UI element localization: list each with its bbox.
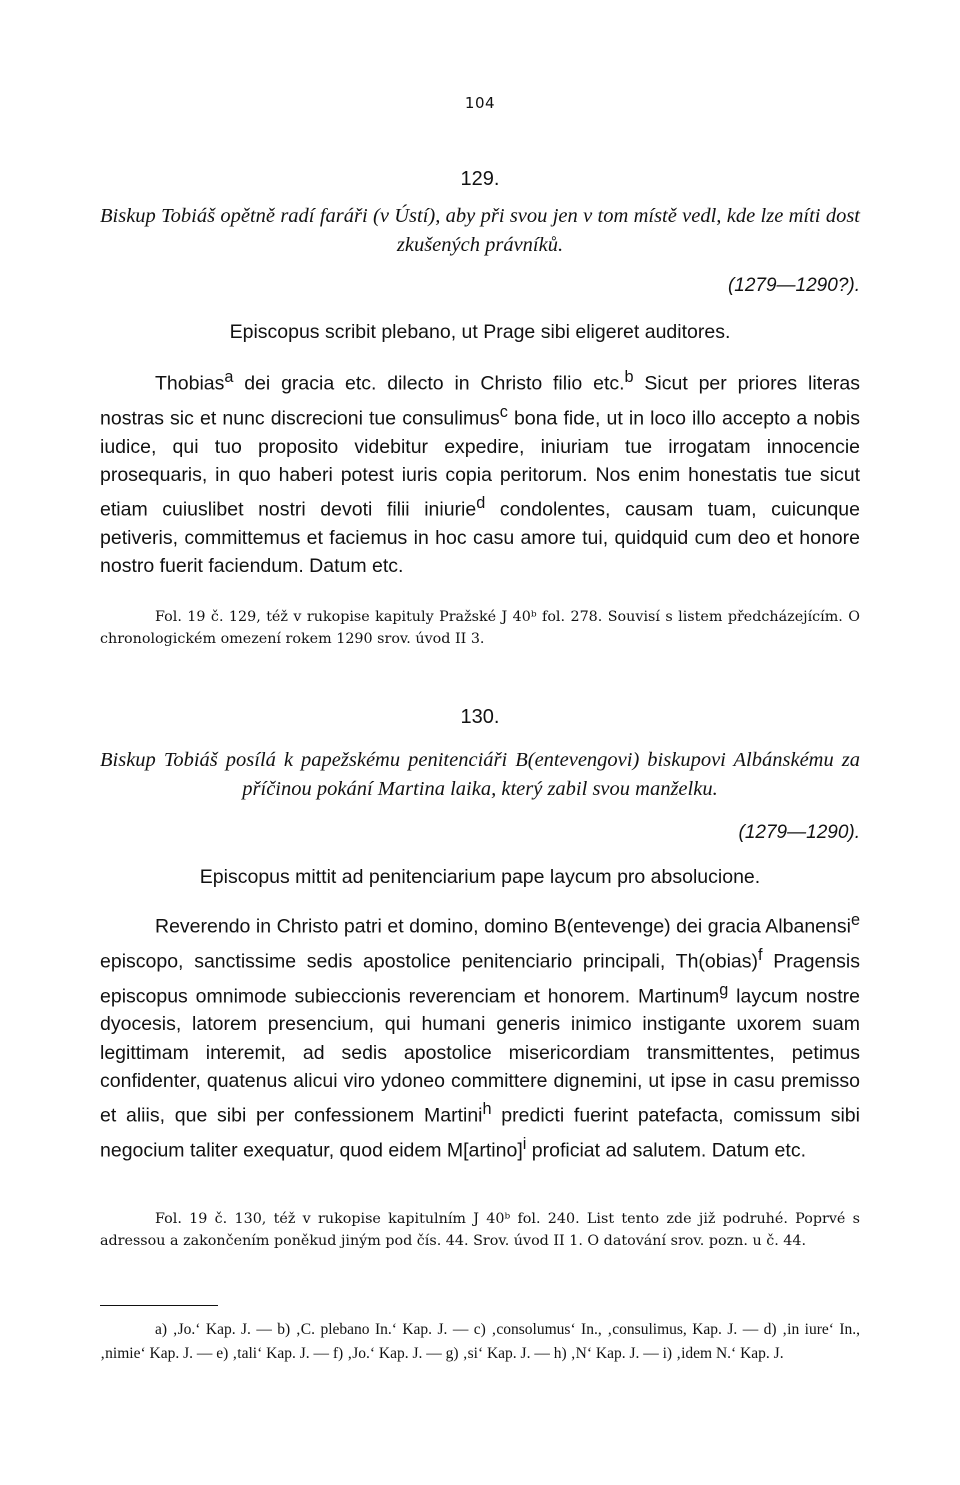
document-note: Fol. 19 č. 129, též v rukopise kapituly Pražské J 40ᵇ fol. 278. Souvisí s listem předcházejícím. O chronologickém omezení rokem 1290 srov. úvod II 3. — [100, 609, 860, 647]
document-number: 129. — [460, 168, 500, 190]
document-text: Reverendo in Christo patri et domino, domino B(entevenge) dei gracia Albanensi$^e$ episcopo, sanctissime sedis apostolice penitenciario principali, Th(obias)$^f$ Pragensis episcopus omnimode subieccionis reverenciam et honorem. Martinum$^g$ laycum nostre dyocesis, latorem presencium, qui humani generis inimico instigante uxorem suam legittimam interemit, ad sedis apostolice misericordiam transmittentes, petimus confidenter, quatenus alicui viro ydoneo committere dignemini, ut ipse in casu premisso et aliis, que sibi per confessionem Martini$^h$ predicti fuerint patefacta, comissum sibi negocium taliter exequatur, quod eidem M[artino]$^i$ proficiat ad salutem. Datum etc. — [100, 911, 860, 1162]
document-text: Thobias$^a$ dei gracia etc. dilecto in Christo filio etc.$^b$ Sicut per priores literas nostras sic et nunc discrecioni tue consulimus$^c$ bona fide, ut in loco illo accepto a nobis iudice, qui tuo proposito videbitur expedire, iniuriam tue irrogatam innocencie prosequaris, in quo haberi potest iuris copia peritorum. Nos enim honestatis tue sicut etiam cuiuslibet nostri devoti filii iniurie$^d$ condolentes, causam tuam, cuicunque petiveris, committemus et faciemus in hoc casu amore tui, quidquid cum deo et honore nostro fuerit faciendum. Datum etc. — [100, 368, 861, 578]
footnote-marker: e — [850, 911, 860, 929]
footnote-marker: h — [482, 1100, 492, 1119]
footnote-marker: c — [499, 402, 508, 421]
document-summary: Episcopus scribit plebano, ut Prage sibi eligeret auditores. — [229, 321, 731, 343]
document-date: (1279—1290). — [738, 822, 860, 843]
document-note: Fol. 19 č. 130, též v rukopise kapitulním J 40ᵇ fol. 240. List tento zde již podruhé. Poprvé s adressou a zakončením poněkud jiným pod čís. 44. Srov. úvod II 1. O datování srov. pozn. u č. 44. — [100, 1211, 860, 1249]
document-date: (1279—1290?). — [727, 275, 860, 296]
footnote-marker: i — [522, 1135, 527, 1154]
document-summary: Episcopus mittit ad penitenciarium pape laycum pro absolucione. — [199, 866, 761, 888]
footnote-marker: g — [719, 980, 729, 999]
footnote-marker: d — [476, 494, 486, 513]
document-number: 130. — [460, 706, 500, 728]
footnote-marker: f — [758, 945, 763, 964]
footnotes: a) ‚Jo.‘ Kap. J. — b) ‚C. plebano In.‘ Kap. J. — c) ‚consolumus‘ In., ‚consulimus, Kap. J. — d) ‚in iure‘ In., ‚nimie‘ Kap. J. — e) ‚tali‘ Kap. J. — f) ‚Jo.‘ Kap. J. — g) ‚si‘ Kap. J. — h) ‚N‘ Kap. J. — i) ‚idem N.‘ Kap. J. — [100, 1321, 860, 1362]
footnote-marker: b — [624, 368, 634, 386]
footnote-marker: a — [224, 368, 234, 386]
document-regest: Biskup Tobiáš posílá k papežskému penitenciáři B(entevengovi) biskupovi Albánskému za příčinou pokání Martina laika, který zabil svou manželku. — [100, 749, 860, 800]
document-regest: Biskup Tobiáš opětně radí faráři (v Ústí), aby při svou jen v tom místě vedl, kde lze míti dost zkušených právníků. — [100, 205, 860, 256]
page-number: 104 — [464, 94, 496, 112]
footnote-rule — [100, 1305, 218, 1306]
